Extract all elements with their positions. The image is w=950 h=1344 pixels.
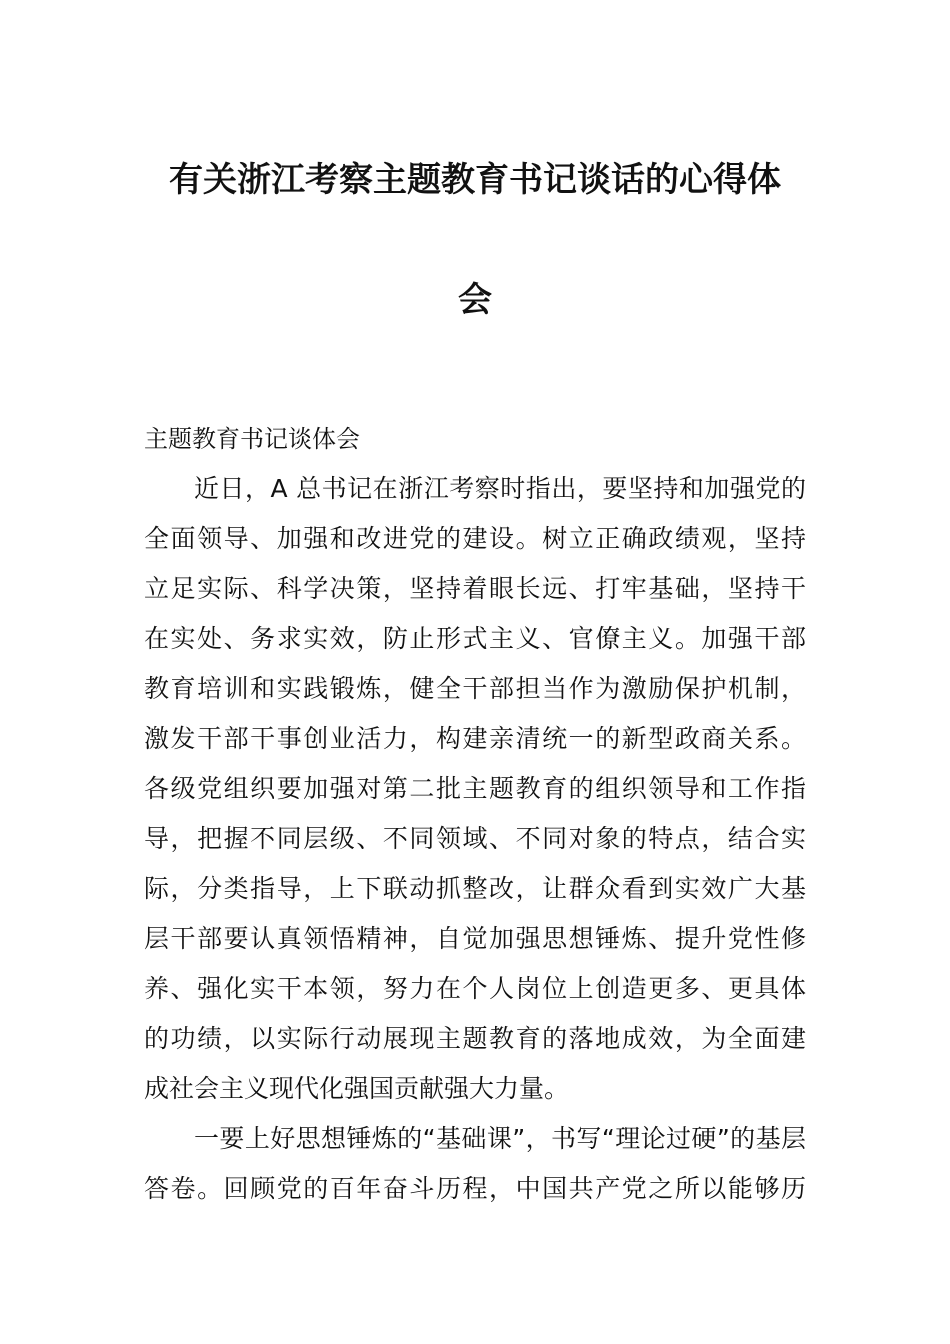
document-title-line-1: 有关浙江考察主题教育书记谈话的心得体 [169,160,781,200]
document-subtitle: 主题教育书记谈体会 [144,425,360,453]
paragraph-line: 各级党组织要加强对第二批主题教育的组织领导和工作指 [144,774,806,803]
paragraph-line: 答卷。回顾党的百年奋斗历程，中国共产党之所以能够历 [144,1174,806,1203]
paragraph-line: 成社会主义现代化强国贡献强大力量。 [144,1074,570,1103]
paragraph-line: 养、强化实干本领，努力在个人岗位上创造更多、更具体 [144,974,806,1003]
paragraph-line: 一要上好思想锤炼的“基础课”，书写“理论过硬”的基层 [194,1124,806,1153]
paragraph-line: 近日，A 总书记在浙江考察时指出，要坚持和加强党的 [194,474,806,503]
paragraph-line: 在实处、务求实效，防止形式主义、官僚主义。加强干部 [144,624,806,653]
paragraph-line: 的功绩，以实际行动展现主题教育的落地成效，为全面建 [144,1024,806,1053]
paragraph-line: 层干部要认真领悟精神，自觉加强思想锤炼、提升党性修 [144,924,806,953]
paragraph-line: 立足实际、科学决策，坚持着眼长远、打牢基础，坚持干 [144,574,806,603]
document-title-line-2: 会 [458,280,492,320]
paragraph-line: 全面领导、加强和改进党的建设。树立正确政绩观，坚持 [144,524,806,553]
paragraph-line: 激发干部干事创业活力，构建亲清统一的新型政商关系。 [144,724,806,753]
paragraph-line: 导，把握不同层级、不同领域、不同对象的特点，结合实 [144,824,806,853]
paragraph-line: 教育培训和实践锻炼，健全干部担当作为激励保护机制， [144,674,806,703]
paragraph-line: 际，分类指导，上下联动抓整改，让群众看到实效广大基 [144,874,806,903]
